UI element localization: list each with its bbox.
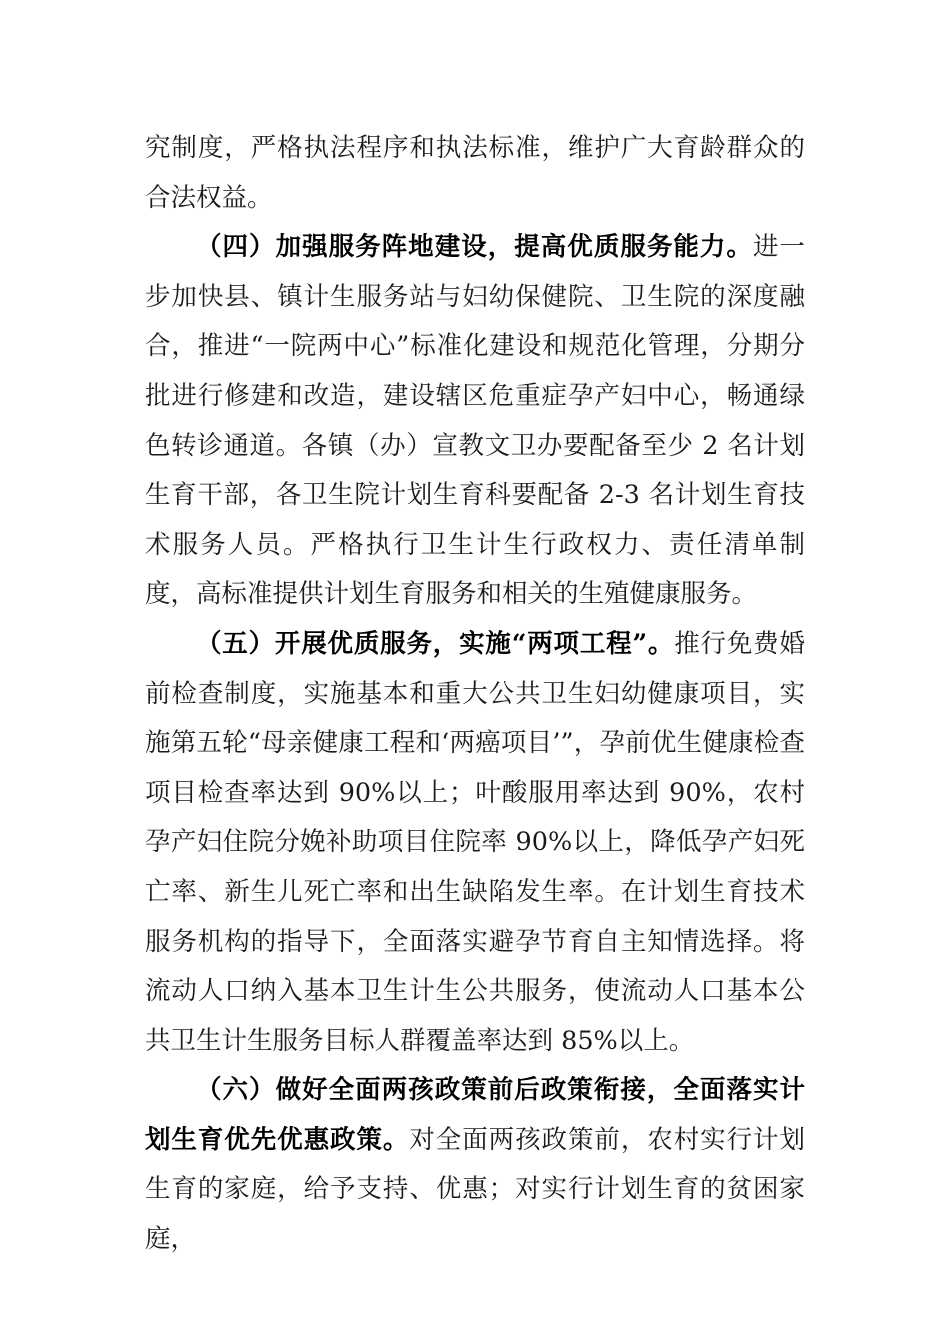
document-page xyxy=(145,124,805,1265)
section-6-paragraph xyxy=(145,1066,805,1264)
section-4-text: 进一步加快县、镇计生服务站与妇幼保健院、卫生院的深度融合，推进“一院两中心”标准化建设和规范化管理，分期分批进行修建和改造，建设辖区危重症孕产妇中心，畅通绿色转诊通道。各镇（办）宣教文卫办要配备至少 2 名计划生育干部，各卫生院计划生育科要配备 2-3 名计划生育技术服务人员。严格执行卫生计生行政权力、责任清单制度，高标准提供计划生育服务和相关的生殖健康服务。 xyxy=(145,232,805,610)
section-5-text: 推行免费婚前检查制度，实施基本和重大公共卫生妇幼健康项目，实施第五轮“母亲健康工程和‘两癌项目’”，孕前优生健康检查项目检查率达到 90%以上；叶酸服用率达到 90%，农村孕产妇住院分娩补助项目住院率 90%以上，降低孕产妇死亡率、新生儿死亡率和出生缺陷发生率。在计划生育技术服务机构的指导下，全面落实避孕节育自主知情选择。将流动人口纳入基本卫生计生公共服务，使流动人口基本公共卫生计生服务目标人群覆盖率达到 85%以上。 xyxy=(145,628,805,1056)
section-4-heading: （四）加强服务阵地建设，提高优质服务能力。 xyxy=(196,232,753,263)
section-6-heading: （六）做好全面两孩政策前后政策衔接，全面落实计划生育优先优惠政策。 xyxy=(145,1075,805,1155)
paragraph-continuation xyxy=(145,124,805,223)
paragraph-text: 究制度，严格执法程序和执法标准，维护广大育龄群众的合法权益。 xyxy=(145,133,805,213)
section-5-heading: （五）开展优质服务，实施“两项工程”。 xyxy=(196,628,675,659)
section-5-paragraph xyxy=(145,620,805,1066)
section-4-paragraph xyxy=(145,223,805,620)
section-6-text: 对全面两孩政策前，农村实行计划生育的家庭，给予支持、优惠；对实行计划生育的贫困家庭， xyxy=(145,1124,805,1255)
